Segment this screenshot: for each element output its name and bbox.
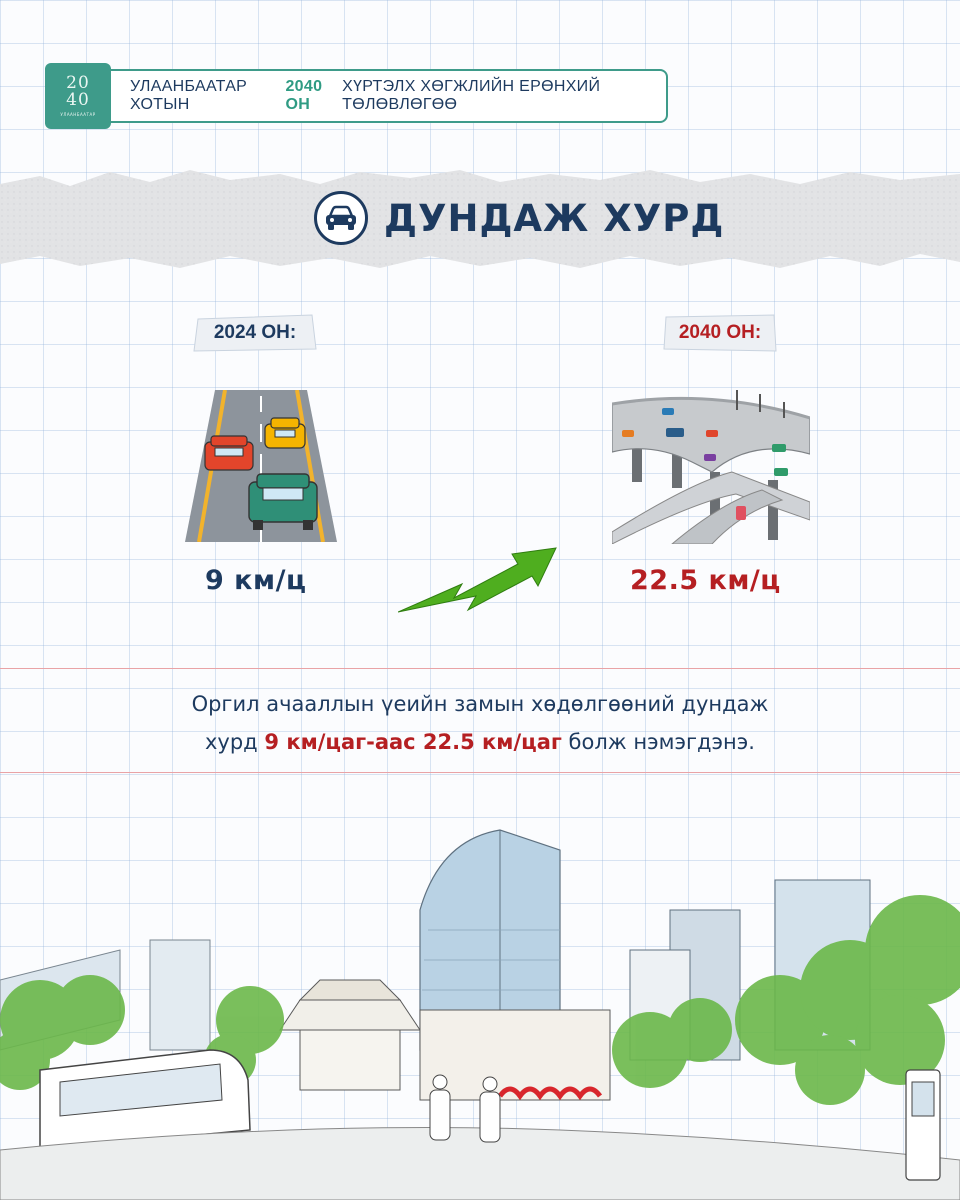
description-line2-prefix: хурд	[205, 730, 265, 754]
divider-top	[0, 668, 960, 669]
year-label-2024: 2024 ОН:	[213, 322, 297, 343]
year-label-2040: 2040 ОН:	[678, 322, 762, 343]
highway-interchange-icon	[612, 382, 810, 544]
section-title: ДУНДАЖ ХУРД	[384, 196, 725, 240]
description-line2-suffix: болж нэмэгдэнэ.	[561, 730, 755, 754]
logo-caption: УЛААНБААТАР	[60, 112, 96, 117]
description-line2	[0, 723, 960, 761]
plan-title-prefix: УЛААНБААТАР ХОТЫН	[130, 78, 248, 113]
city-illustration	[0, 820, 960, 1200]
section-heading	[314, 190, 724, 246]
trend-up-arrow-icon	[398, 544, 558, 616]
plan-title-highlight: 2040 ОН	[285, 78, 323, 113]
year-badge-2024	[190, 311, 320, 355]
description-line1: Оргил ачааллын үеийн замын хөдөлгөөний дундаж	[191, 692, 769, 716]
logo-number-bottom: 40	[66, 90, 90, 110]
logo-2040	[45, 63, 111, 129]
speed-2024: 9 км/ц	[205, 565, 307, 596]
description	[0, 685, 960, 761]
plan-title-bar	[100, 69, 668, 123]
year-badge-2040	[660, 311, 780, 355]
road-traffic-icon	[185, 390, 337, 542]
car-icon	[314, 191, 368, 245]
plan-title-suffix: ХҮРТЭЛХ ХӨГЖЛИЙН ЕРӨНХИЙ ТӨЛӨВЛӨГӨӨ	[342, 78, 601, 113]
speed-2040: 22.5 км/ц	[630, 565, 781, 596]
description-highlight: 9 км/цаг-аас 22.5 км/цаг	[264, 730, 562, 754]
divider-bottom	[0, 772, 960, 773]
logo-number-top: 20	[66, 73, 90, 93]
